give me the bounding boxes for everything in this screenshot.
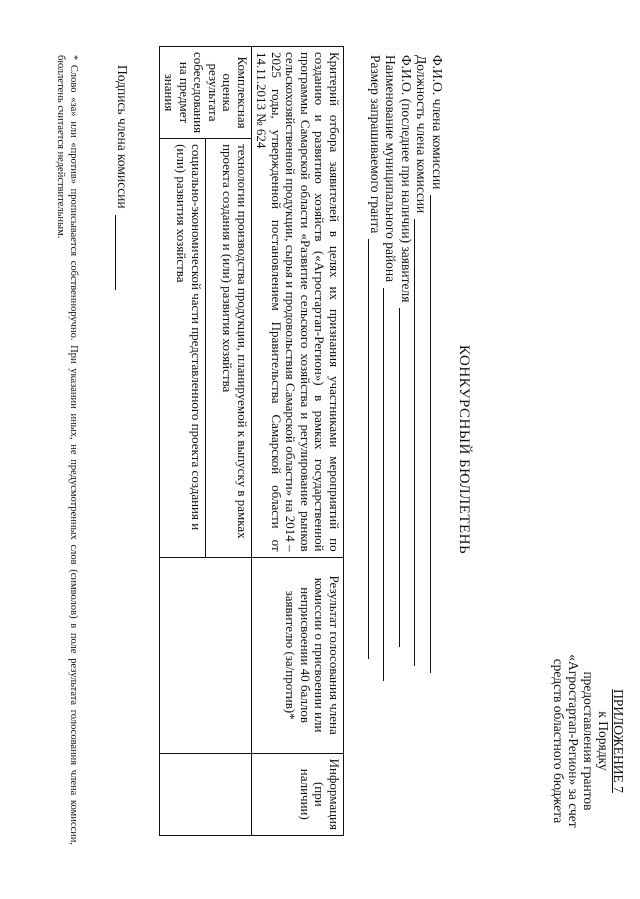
signature-label: Подпись члена комиссии: [115, 65, 130, 209]
signature-line[interactable]: [115, 215, 130, 290]
field-blank-line[interactable]: [430, 195, 445, 673]
field-blank-line[interactable]: [415, 219, 430, 666]
field-member-position: [414, 55, 430, 845]
assessment-item-cell: социально-экономической части представленного проекта создания и (или) развития хозяйства: [160, 139, 206, 558]
field-municipal-district: [383, 55, 399, 845]
document-title: КОНКУРСНЫЙ БЮЛЛЕТЕНЬ: [456, 344, 472, 555]
appendix-title: ПРИЛОЖЕНИЕ 7: [611, 689, 626, 793]
field-blank-line[interactable]: [368, 239, 383, 659]
field-label: Наименование муниципального района: [383, 55, 399, 283]
appendix-line: предоставления грантов: [581, 671, 596, 811]
field-label: Ф.И.О. (последнее при наличии) заявителя: [399, 55, 414, 303]
field-label: Ф.И.О. члена комиссии: [430, 55, 445, 190]
field-applicant-name: [399, 55, 415, 845]
vote-input-cell[interactable]: [160, 557, 252, 753]
signature-block: [114, 65, 130, 290]
table-header-row: [252, 47, 344, 836]
field-member-name: [430, 55, 446, 845]
appendix-header: [551, 611, 626, 871]
appendix-line: средств областного бюджета: [551, 658, 566, 824]
field-label: Должность члена комиссии: [414, 55, 430, 214]
field-grant-amount: [368, 55, 384, 845]
appendix-line: к Порядку: [596, 711, 611, 771]
table-row: [206, 47, 252, 836]
field-blank-line[interactable]: [384, 288, 399, 681]
field-blank-line[interactable]: [399, 308, 414, 647]
criterion-header: Критерий отбора заявителей в целях их признания участниками мероприятий по созданию и развитию хозяйств («Агростартап-Регион») в рамках государственной программы Самарской области «Развитие сельского хозяйства и регулирование рынков сельскохозяйственной продукции, сырья и продовольствия Самарской области» на 2014 – 2025 годы, утвержденной постановлением Правительства Самарской области от 14.11.2013 № 624: [252, 47, 344, 558]
footnote: * Слово «за» или «против» прописывается собственноручно. При указании иных, не предусмотренных слов (символов) в поле результата голосования члена комиссии, бюллетень считается недействительным.: [55, 55, 79, 845]
voting-table: [159, 46, 344, 836]
info-header: Информация (при наличии): [252, 753, 344, 835]
appendix-line: «Агростартап-Регион» за счет: [566, 654, 581, 828]
info-input-cell[interactable]: [160, 753, 252, 835]
assessment-name-cell: Комплексная оценка результата собеседования на предмет знания: [160, 47, 252, 139]
vote-header: Результат голосования члена комиссии о присвоении или неприсвоении 40 баллов заявителю (за/против)*: [252, 557, 344, 753]
field-label: Размер запрашиваемого гранта: [368, 55, 383, 234]
ballot-fields: [368, 55, 446, 845]
assessment-item-cell: технологии производства продукции, планируемой к выпуску в рамках проекта создания и (или) развития хозяйства: [206, 139, 252, 558]
